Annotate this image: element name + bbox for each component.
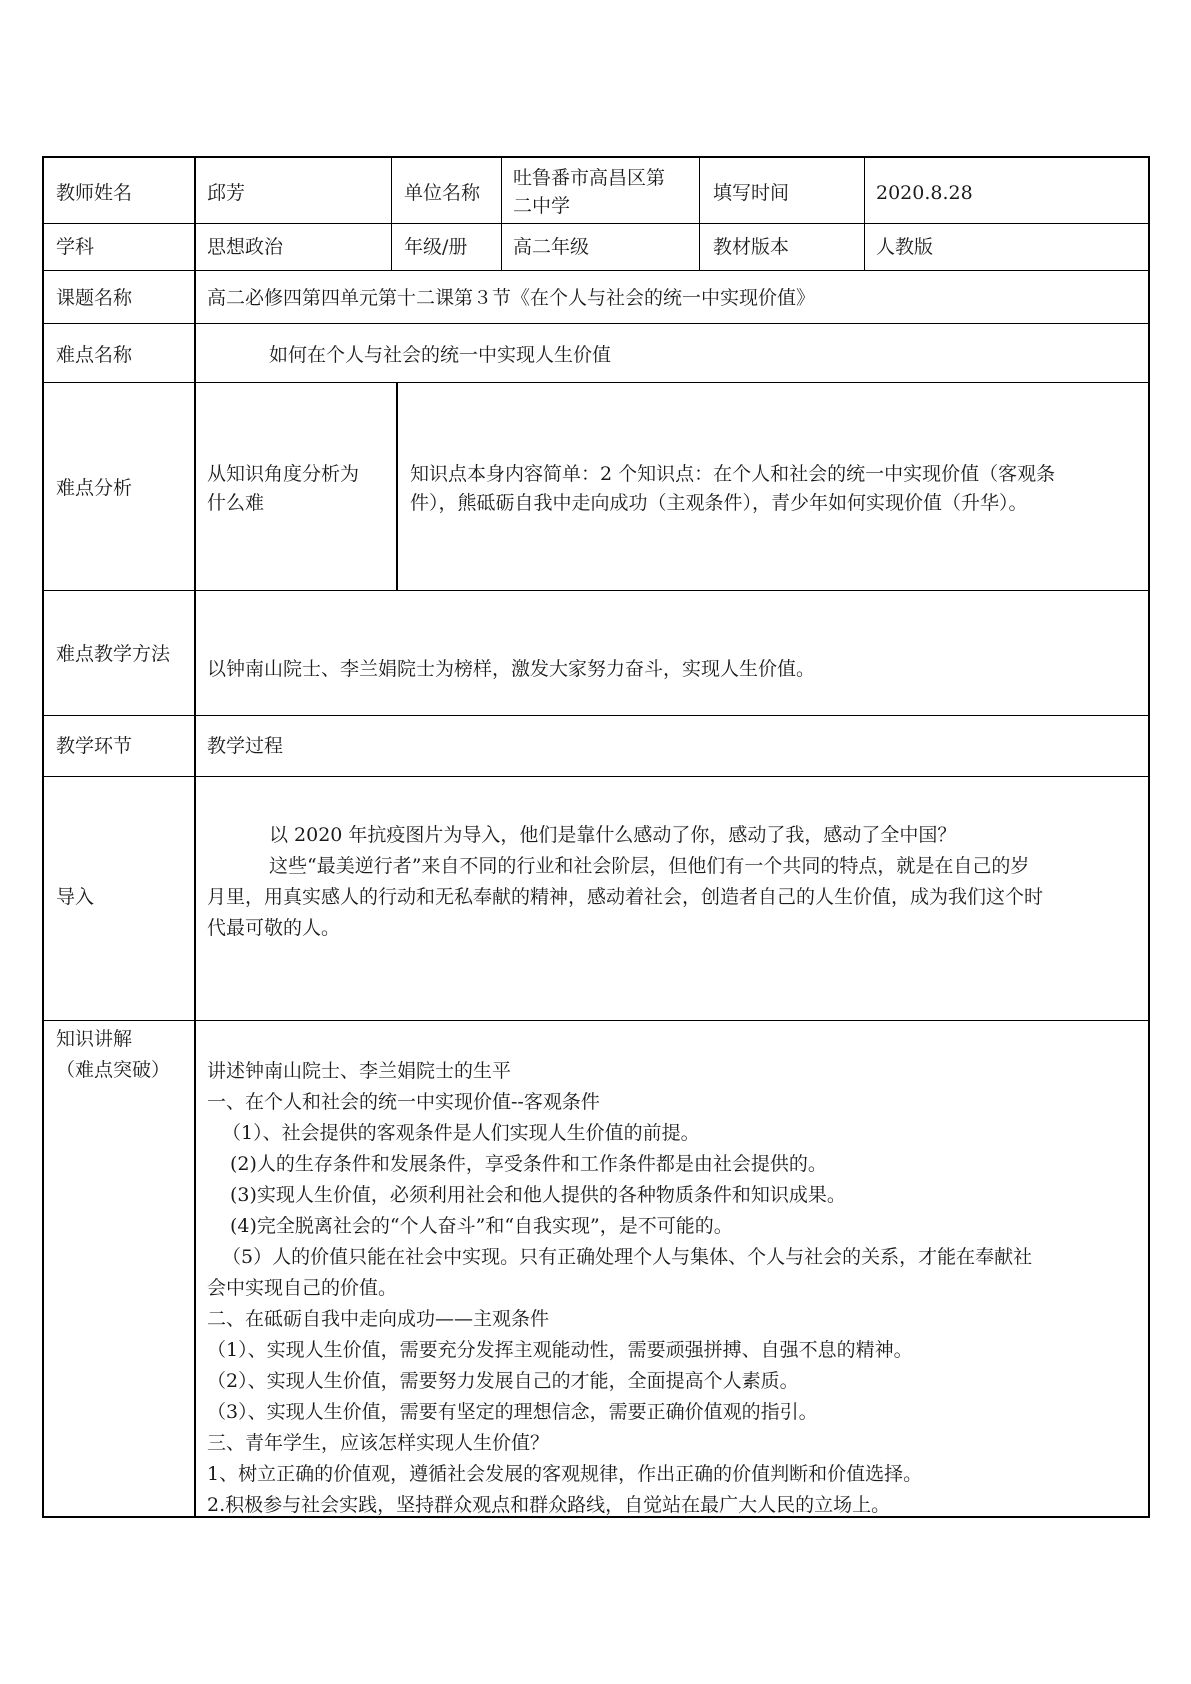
row-divider	[42, 323, 1150, 324]
introduction-paragraph-2-line3: 代最可敬的人。	[207, 917, 341, 939]
analysis-value-line2: 件），熊砥砺自我中走向成功（主观条件），青少年如何实现价值（升华）。	[410, 492, 1028, 514]
knowledge-line: (3)实现人生价值，必须利用社会和他人提供的各种物质条件和知识成果。	[230, 1184, 846, 1206]
teacher-name-label: 教师姓名	[56, 182, 133, 204]
unit-name-label: 单位名称	[404, 182, 481, 204]
grade-value: 高二年级	[513, 236, 590, 258]
knowledge-line: (4)完全脱离社会的“个人奋斗”和“自我实现”，是不可能的。	[230, 1215, 733, 1237]
fill-time-label: 填写时间	[713, 182, 790, 204]
row-divider	[42, 223, 1150, 224]
knowledge-line: 2.积极参与社会实践，坚持群众观点和群众路线，自觉站在最广大人民的立场上。	[207, 1494, 891, 1516]
introduction-paragraph-2-line2: 月里，用真实感人的行动和无私奉献的精神，感动着社会，创造者自己的人生价值，成为我们这个时	[207, 886, 1044, 908]
knowledge-line: 三、青年学生，应该怎样实现人生价值？	[207, 1432, 550, 1454]
introduction-label: 导入	[56, 886, 95, 908]
knowledge-line: （1）、社会提供的客观条件是人们实现人生价值的前提。	[222, 1122, 700, 1144]
knowledge-line: （3）、实现人生价值，需要有坚定的理想信念，需要正确价值观的指引。	[207, 1401, 818, 1423]
unit-name-value-line2: 二中学	[513, 195, 571, 217]
column-divider	[699, 156, 700, 270]
knowledge-line: （5）人的价值只能在社会中实现。只有正确处理个人与集体、个人与社会的关系，才能在奉献社	[222, 1246, 1033, 1268]
knowledge-line: （2）、实现人生价值，需要努力发展自己的才能，全面提高个人素质。	[207, 1370, 799, 1392]
knowledge-line: 二、在砥砺自我中走向成功——主观条件	[207, 1308, 550, 1330]
grade-label: 年级/册	[404, 236, 468, 258]
column-divider	[391, 156, 392, 270]
knowledge-line: 会中实现自己的价值。	[207, 1277, 398, 1299]
edition-value: 人教版	[876, 236, 934, 258]
introduction-paragraph-1: 以 2020 年抗疫图片为导入，他们是靠什么感动了你，感动了我，感动了全中国？	[269, 824, 957, 846]
fill-time-value: 2020.8.28	[876, 182, 973, 204]
analysis-sublabel-line2: 什么难	[207, 492, 265, 514]
analysis-sublabel-line1: 从知识角度分析为	[207, 463, 360, 485]
row-divider	[42, 776, 1150, 777]
knowledge-line: 一、在个人和社会的统一中实现价值--客观条件	[207, 1091, 600, 1113]
lesson-title-label: 课题名称	[56, 287, 133, 309]
knowledge-explanation-label: 知识讲解	[56, 1028, 133, 1050]
row-divider	[42, 270, 1150, 271]
row-divider	[42, 715, 1150, 716]
knowledge-line: (2)人的生存条件和发展条件，享受条件和工作条件都是由社会提供的。	[230, 1153, 827, 1175]
teacher-name-value: 邱芳	[207, 182, 246, 204]
column-divider	[396, 382, 398, 590]
knowledge-line: 1、树立正确的价值观，遵循社会发展的客观规律，作出正确的价值判断和价值选择。	[207, 1463, 923, 1485]
introduction-paragraph-2-line1: 这些“最美逆行者”来自不同的行业和社会阶层，但他们有一个共同的特点，就是在自己的岁	[269, 855, 1030, 877]
knowledge-line: （1）、实现人生价值，需要充分发挥主观能动性，需要顽强拼搏、自强不息的精神。	[207, 1339, 913, 1361]
edition-label: 教材版本	[713, 236, 790, 258]
row-divider	[42, 590, 1150, 591]
subject-label: 学科	[56, 236, 95, 258]
column-divider	[501, 156, 502, 270]
subject-value: 思想政治	[207, 236, 284, 258]
teaching-method-label: 难点教学方法	[56, 643, 171, 665]
difficulty-name-value: 如何在个人与社会的统一中实现人生价值	[269, 344, 612, 366]
lesson-title-value: 高二必修四第四单元第十二课第３节《在个人与社会的统一中实现价值》	[207, 287, 816, 309]
teaching-process-label: 教学过程	[207, 735, 284, 757]
difficulty-name-label: 难点名称	[56, 344, 133, 366]
unit-name-value-line1: 吐鲁番市高昌区第	[513, 167, 666, 189]
teaching-method-value: 以钟南山院士、李兰娟院士为榜样，激发大家努力奋斗，实现人生价值。	[207, 658, 816, 680]
column-divider	[194, 156, 196, 1518]
difficulty-analysis-label: 难点分析	[56, 477, 133, 499]
row-divider	[42, 382, 1150, 383]
knowledge-line: 讲述钟南山院士、李兰娟院士的生平	[207, 1060, 512, 1082]
row-divider	[42, 1020, 1150, 1021]
column-divider	[864, 156, 865, 270]
analysis-value-line1: 知识点本身内容简单：2 个知识点：在个人和社会的统一中实现价值（客观条	[410, 463, 1056, 485]
difficulty-breakthrough-label: （难点突破）	[56, 1059, 171, 1081]
teaching-stage-label: 教学环节	[56, 735, 133, 757]
